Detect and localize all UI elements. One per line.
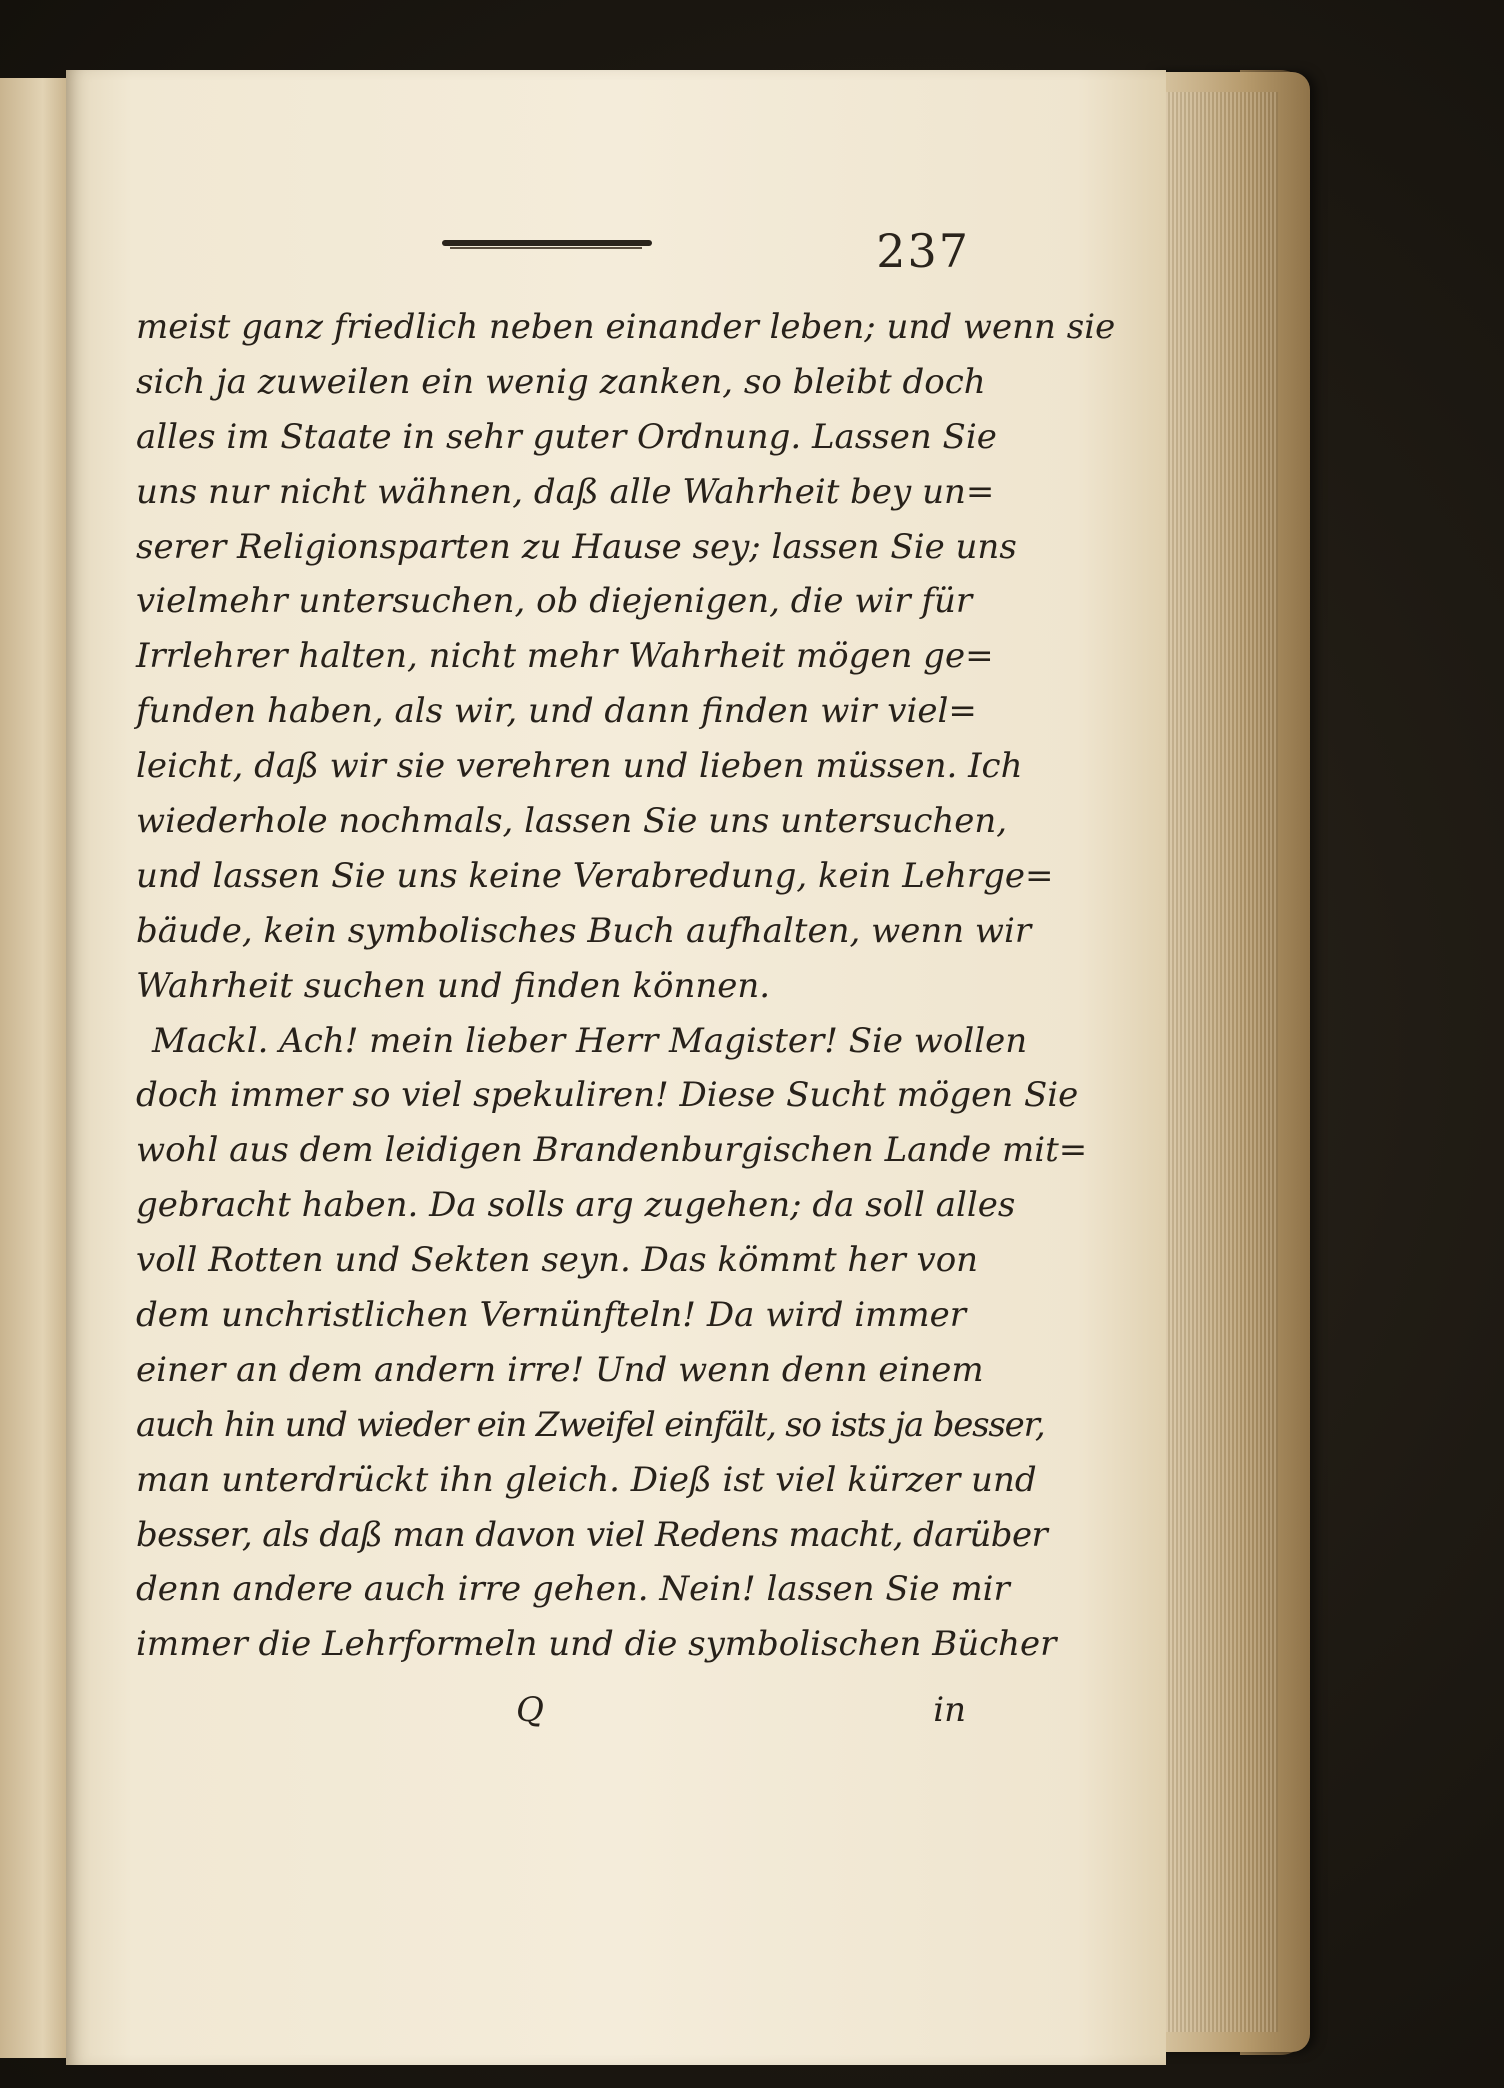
header-rule [442, 238, 652, 250]
body-text [136, 300, 1116, 1672]
page-number: 237 [876, 224, 970, 278]
text-line: denn andere auch irre gehen. Nein! lassen Sie mir [136, 1569, 1010, 1610]
speaker-line: Mackl. Ach! mein lieber Herr Magister! Sie wollen [152, 1020, 1028, 1061]
text-line: funden haben, als wir, und dann finden wir viel= [136, 691, 977, 732]
text-line: wiederhole nochmals, lassen Sie uns untersuchen, [136, 801, 1008, 842]
text-line: alles im Staate in sehr guter Ordnung. Lassen Sie [136, 416, 997, 457]
text-line: immer die Lehrformeln und die symbolischen Bücher [136, 1624, 1057, 1665]
text-line: und lassen Sie uns keine Verabredung, kein Lehrge= [136, 855, 1054, 896]
text-line: dem unchristlichen Vernünfteln! Da wird immer [136, 1295, 966, 1336]
text-line: Irrlehrer halten, nicht mehr Wahrheit mögen ge= [136, 636, 994, 677]
text-line: leicht, daß wir sie verehren und lieben müssen. Ich [136, 746, 1023, 787]
text-line: vielmehr untersuchen, ob diejenigen, die wir für [136, 581, 973, 622]
text-line: einer an dem andern irre! Und wenn denn einem [136, 1349, 984, 1390]
text-line: serer Religionsparten zu Hause sey; lassen Sie uns [136, 526, 1017, 567]
text-line: besser, als daß man davon viel Redens macht, darüber [136, 1514, 1048, 1555]
text-line: meist ganz friedlich neben einander leben; und wenn sie [136, 307, 1116, 347]
text-line: man unterdrückt ihn gleich. Dieß ist viel kürzer und [136, 1459, 1037, 1500]
text-line: sich ja zuweilen ein wenig zanken, so bleibt doch [136, 361, 986, 402]
text-line: doch immer so viel spekuliren! Diese Sucht mögen Sie [136, 1075, 1079, 1116]
page-stack-edge [1150, 72, 1310, 2052]
header-rule-underline [450, 247, 642, 249]
text-line: auch hin und wieder ein Zweifel einfält, so ists ja besser, [136, 1404, 1045, 1445]
text-line: bäude, kein symbolisches Buch aufhalten, wenn wir [136, 910, 1032, 951]
signature-mark: Q [516, 1690, 544, 1730]
page-footer [136, 1690, 966, 1750]
book-page [66, 70, 1166, 2065]
text-line: wohl aus dem leidigen Brandenburgischen Lande mit= [136, 1130, 1088, 1171]
text-line: Wahrheit suchen und finden können. [136, 965, 771, 1006]
text-line: gebracht haben. Da solls arg zugehen; da soll alles [136, 1185, 1016, 1226]
text-line: uns nur nicht wähnen, daß alle Wahrheit bey un= [136, 471, 995, 512]
text-line: voll Rotten und Sekten seyn. Das kömmt her von [136, 1240, 979, 1281]
header-rule-bar [442, 240, 652, 246]
catchword: in [933, 1690, 966, 1730]
